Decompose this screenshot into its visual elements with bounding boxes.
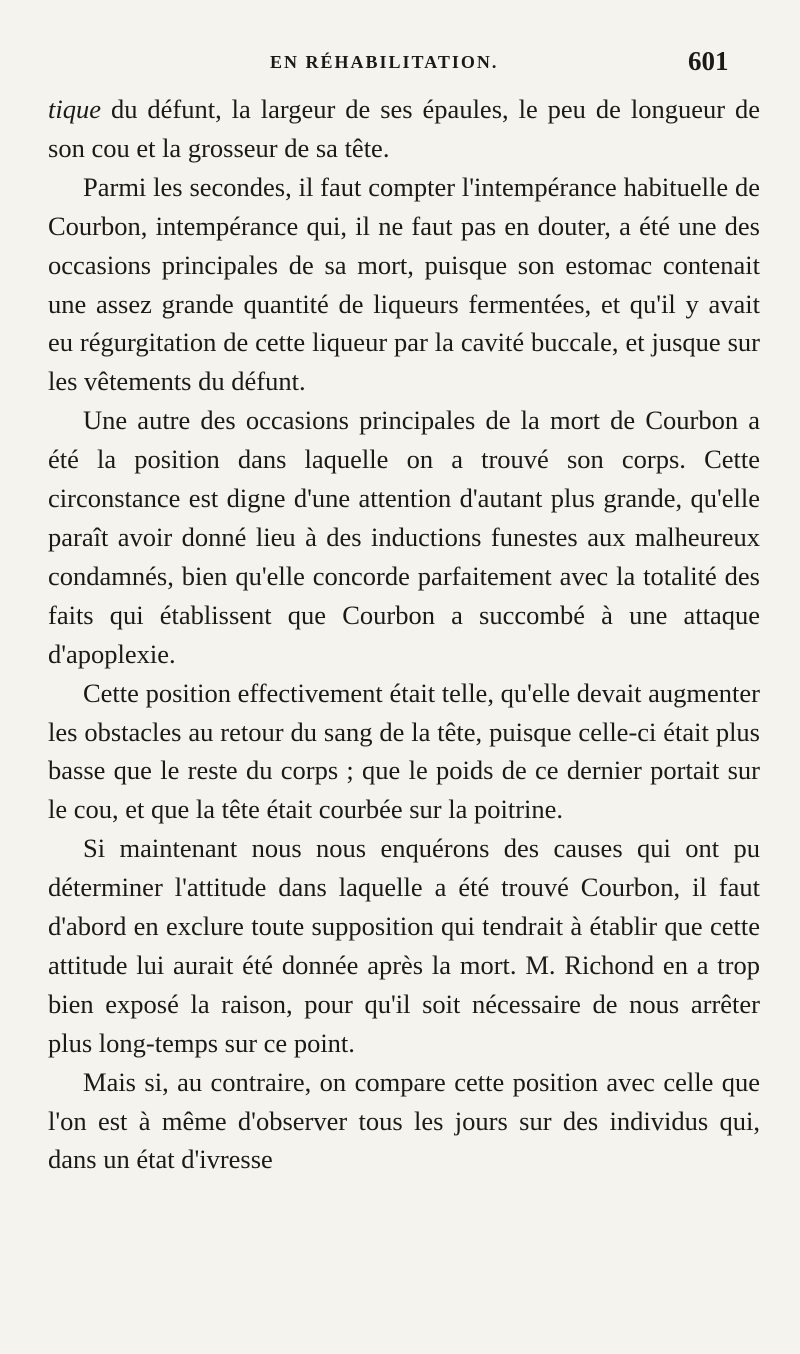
- paragraph-1-text: du défunt, la largeur de ses épaules, le peu de longueur de son cou et la grosseur de sa tête.: [48, 94, 760, 163]
- page-number: 601: [688, 46, 729, 76]
- paragraph-3: Une autre des occasions principales de la mort de Courbon a été la position dans laquelle on a trouvé son corps. Cette circonstance est digne d'une attention d'autant plus grande, qu'elle paraît avoir donné lieu à des inductions funestes aux malheureux condamnés, bien qu'elle concorde parfaitement avec la totalité des faits qui établissent que Courbon a succombé à une attaque d'apoplexie.: [48, 405, 760, 669]
- paragraph-4: Cette position effectivement était telle, qu'elle devait augmenter les obstacles au retour du sang de la tête, puisque celle-ci était plus basse que le reste du corps ; que le poids de ce dernier portait sur le cou, et que la tête était courbée sur la poitrine.: [48, 677, 760, 825]
- body-text: [48, 90, 760, 1179]
- paragraph-5: Si maintenant nous nous enquérons des causes qui ont pu déterminer l'attitude dans laquelle a été trouvé Courbon, il faut d'abord en exclure toute supposition qui tendrait à établir que cette attitude lui aurait été donnée après la mort. M. Richond en a trop bien exposé la raison, pour qu'il soit nécessaire de nous arrêter plus long-temps sur ce point.: [48, 833, 760, 1058]
- paragraph-1: [48, 90, 760, 168]
- paragraph-2: Parmi les secondes, il faut compter l'intempérance habituelle de Courbon, intempérance qui, il ne faut pas en douter, a été une des occasions principales de sa mort, puisque son estomac contenait une assez grande quantité de liqueurs fermentées, et qu'il y avait eu régurgitation de cette liqueur par la cavité buccale, et jusque sur les vêtements du défunt.: [48, 171, 760, 397]
- page-header: [0, 44, 800, 84]
- running-title: EN RÉHABILITATION.: [270, 52, 499, 72]
- italic-word: tique: [48, 94, 101, 124]
- paragraph-6: Mais si, au contraire, on compare cette position avec celle que l'on est à même d'observer tous les jours sur des individus qui, dans un état d'ivresse: [48, 1066, 760, 1175]
